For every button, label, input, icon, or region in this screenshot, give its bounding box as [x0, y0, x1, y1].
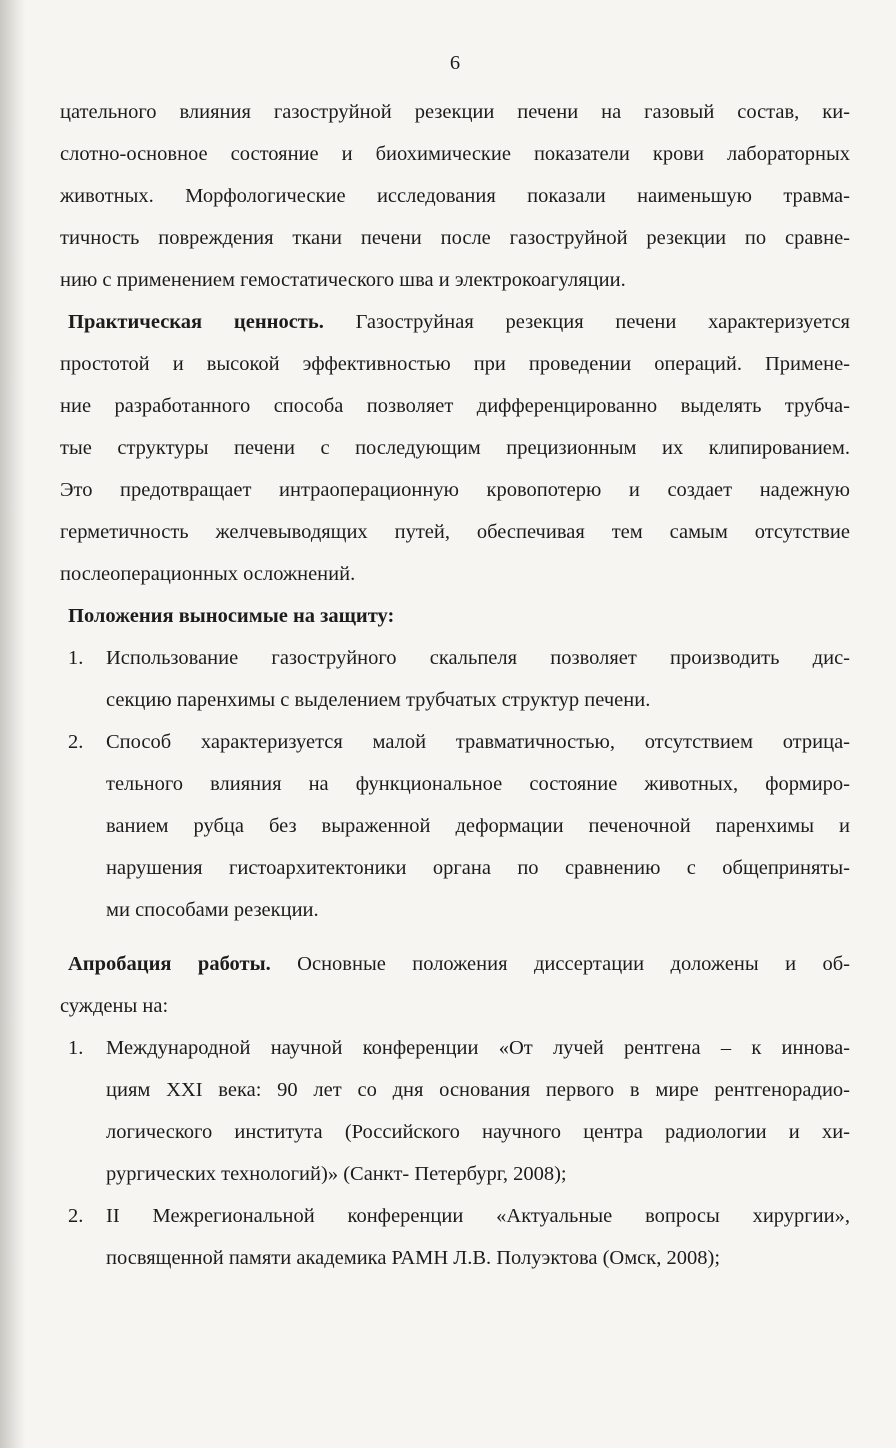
- practical-value-section: [60, 301, 850, 595]
- text-line: тельного влияния на функциональное состояние животных, формиро-: [106, 773, 850, 795]
- approbation-heading: Апробация работы.: [68, 953, 271, 975]
- text-line: слотно-основное состояние и биохимические показатели крови лабораторных: [60, 143, 850, 165]
- list-item: [60, 721, 850, 931]
- approbation-first-line: [60, 943, 850, 985]
- section-gap: [60, 931, 850, 943]
- text-line: нарушения гистоархитектоники органа по сравнению с общеприняты-: [106, 857, 850, 879]
- text-line: посвященной памяти академика РАМН Л.В. Полуэктова (Омск, 2008);: [106, 1247, 721, 1269]
- practical-first-line-text: Газоструйная резекция печени характеризуется: [323, 311, 850, 333]
- list-item: [60, 637, 850, 721]
- practical-heading: Практическая ценность.: [68, 311, 324, 333]
- approbation-section: [60, 943, 850, 1279]
- text-line: II Межрегиональной конференции «Актуальные вопросы хирургии»,: [106, 1205, 850, 1227]
- text-line: послеоперационных осложнений.: [60, 563, 356, 585]
- text-line: суждены на:: [60, 995, 169, 1017]
- page-edge-shadow: [0, 0, 26, 1448]
- page-number: 6: [449, 52, 461, 74]
- text-line: ние разработанного способа позволяет дифференцированно выделять трубча-: [60, 395, 850, 417]
- text-line: ванием рубца без выраженной деформации печеночной паренхимы и: [106, 815, 850, 837]
- practical-first-line: [60, 301, 850, 343]
- text-line: Использование газоструйного скальпеля позволяет производить дис-: [106, 647, 850, 669]
- text-line: цательного влияния газоструйной резекции печени на газовый состав, ки-: [60, 101, 850, 123]
- list-number: 1.: [68, 1037, 84, 1059]
- text-line: ми способами резекции.: [106, 899, 319, 921]
- theses-heading: Положения выносимые на защиту:: [68, 605, 395, 627]
- list-item: [60, 1195, 850, 1279]
- list-number: 2.: [68, 731, 84, 753]
- text-line: Способ характеризуется малой травматичностью, отсутствием отрица-: [106, 731, 850, 753]
- text-line: герметичность желчевыводящих путей, обеспечивая тем самым отсутствие: [60, 521, 850, 543]
- text-line: тые структуры печени с последующим прецизионным их клипированием.: [60, 437, 850, 459]
- text-line: Международной научной конференции «От лучей рентгена – к иннова-: [106, 1037, 850, 1059]
- list-number: 1.: [68, 647, 84, 669]
- approbation-first-line-text: Основные положения диссертации доложены и об-: [270, 953, 851, 975]
- text-line: животных. Морфологические исследования показали наименьшую травма-: [60, 185, 850, 207]
- text-line: нию с применением гемостатического шва и электрокоагуляции.: [60, 269, 626, 291]
- text-line: простотой и высокой эффективностью при проведении операций. Примене-: [60, 353, 850, 375]
- text-line: тичность повреждения ткани печени после газоструйной резекции по сравне-: [60, 227, 850, 249]
- text-line: логического института (Российского научного центра радиологии и хи-: [106, 1121, 850, 1143]
- text-line: Это предотвращает интраоперационную кровопотерю и создает надежную: [60, 479, 850, 501]
- list-number: 2.: [68, 1205, 84, 1227]
- text-line: рургических технологий)» (Санкт- Петербург, 2008);: [106, 1163, 567, 1185]
- text-line: циям XXI века: 90 лет со дня основания первого в мире рентгенорадио-: [106, 1079, 850, 1101]
- document-page: [60, 52, 850, 1279]
- theses-section: [60, 595, 850, 931]
- text-line: секцию паренхимы с выделением трубчатых структур печени.: [106, 689, 651, 711]
- list-item: [60, 1027, 850, 1195]
- paragraph-1: [60, 91, 850, 301]
